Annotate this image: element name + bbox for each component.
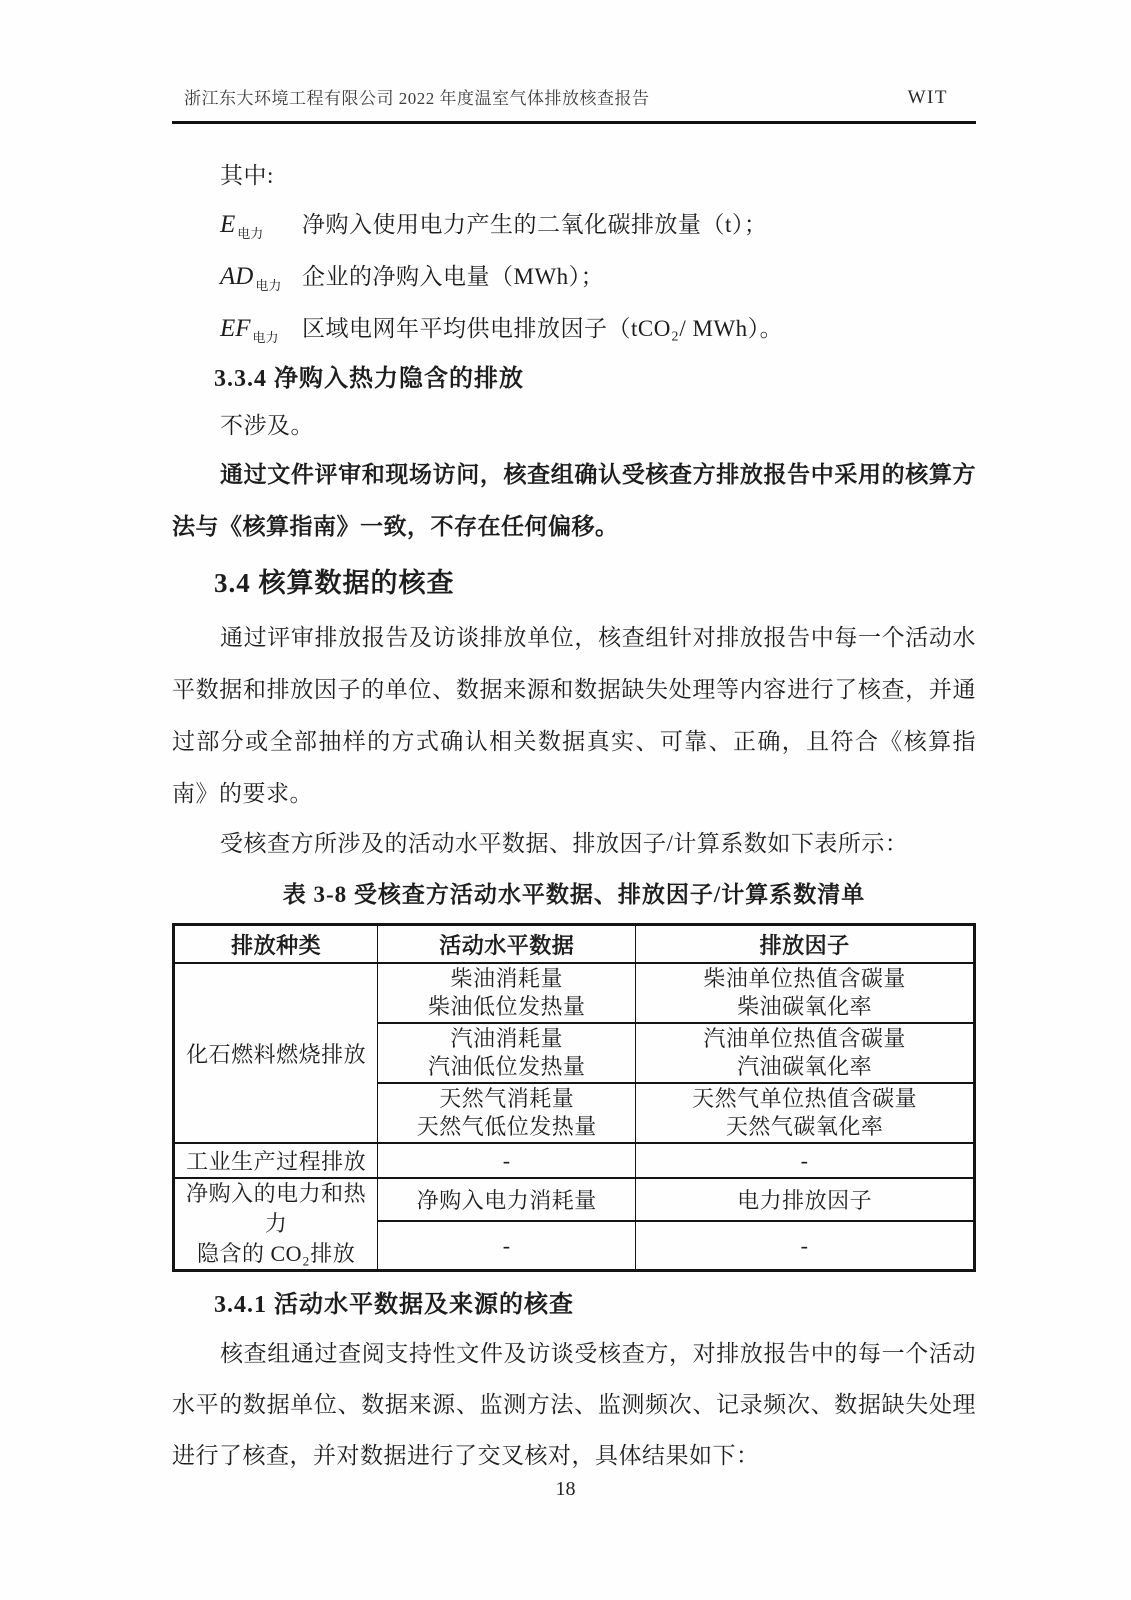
cell-industrial-factor: - [636,1143,975,1178]
table-row-industrial [174,1143,975,1178]
table-head [174,925,975,964]
header-cell-emission-factor: 排放因子 [636,925,975,964]
cell-line: 天然气消耗量 [439,1086,575,1111]
definition-row-ad [172,258,976,294]
symbol-subscript: 电力 [255,278,282,293]
cell-electricity-dash-activity: - [378,1221,636,1270]
header-logo: WIT [907,87,948,108]
cell-line: 柴油单位热值含碳量 [703,966,906,991]
cell-gas-factor [636,1083,975,1143]
cell-line: 净购入的电力和热力 [186,1181,367,1236]
section-heading-3-4: 3.4 核算数据的核查 [214,568,455,598]
symbol-subscript: 电力 [252,330,279,345]
cell-line: 汽油单位热值含碳量 [703,1026,906,1051]
table-header-row [174,925,975,964]
cell-category-industrial: 工业生产过程排放 [174,1143,378,1178]
section-heading-3-4-1: 3.4.1 活动水平数据及来源的核查 [214,1292,574,1318]
definition-description: 区域电网年平均供电排放因子（tCO₂/ MWh）。 [302,316,784,341]
cell-gasoline-activity [378,1023,636,1083]
cell-electricity-activity: 净购入电力消耗量 [378,1178,636,1221]
cell-line: 汽油低位发热量 [427,1054,586,1079]
page-content [172,0,976,1481]
definition-symbol-e [220,211,302,242]
definition-row-e [172,206,976,242]
cell-line: 天然气单位热值含碳量 [692,1086,918,1111]
cell-diesel-factor [636,963,975,1023]
definition-row-ef [172,310,976,346]
cell-line: 柴油消耗量 [450,966,563,991]
header-title: 浙江东大环境工程有限公司 2022 年度温室气体排放核查报告 [184,89,650,108]
table-body [174,963,975,1271]
cell-gas-activity [378,1083,636,1143]
cell-electricity-dash-factor: - [636,1221,975,1270]
cell-category-electricity [174,1178,378,1271]
table-row-diesel [174,963,975,1023]
cell-category-fossil: 化石燃料燃烧排放 [174,963,378,1143]
header-cell-emission-type: 排放种类 [174,925,378,964]
page-header-row [172,84,976,109]
cell-line: 天然气碳氧化率 [725,1114,884,1139]
header-rule [172,121,976,124]
cell-line: 柴油碳氧化率 [737,994,873,1019]
page-number: 18 [555,1478,576,1500]
section-heading-3-3-4: 3.3.4 净购入热力隐含的排放 [214,366,524,392]
symbol-italic: E [220,211,236,238]
table-intro-line: 受核查方所涉及的活动水平数据、排放因子/计算系数如下表所示： [220,831,909,856]
cell-industrial-activity: - [378,1143,636,1178]
page-header [172,0,976,124]
definition-description: 企业的净购入电量（MWh）； [302,264,605,289]
cell-line: 汽油消耗量 [450,1026,563,1051]
cell-line: 天然气低位发热量 [416,1114,597,1139]
cell-line: 隐含的 CO₂排放 [197,1241,356,1266]
not-involved-text: 不涉及。 [220,413,314,438]
symbol-italic: EF [220,315,251,342]
definition-symbol-ef [220,315,302,346]
cell-line: 汽油碳氧化率 [737,1054,873,1079]
definition-description: 净购入使用电力产生的二氧化碳排放量（t）； [302,212,768,237]
conclusion-paragraph: 通过文件评审和现场访问，核查组确认受核查方排放报告中采用的核算方法与《核算指南》一致，不存在任何偏移。 [172,462,976,539]
definitions-intro: 其中: [220,163,274,188]
symbol-subscript: 电力 [237,226,264,241]
section-3-4-paragraph: 通过评审排放报告及访谈排放单位，核查组针对排放报告中每一个活动水平数据和排放因子的单位、数据来源和数据缺失处理等内容进行了核查，并通过部分或全部抽样的方式确认相关数据真实、可靠、正确，且符合《核算指南》的要求。 [172,625,976,806]
cell-electricity-factor: 电力排放因子 [636,1178,975,1221]
definition-symbol-ad [220,263,302,294]
header-cell-activity-data: 活动水平数据 [378,925,636,964]
activity-data-table [172,923,976,1272]
table-row-electricity [174,1178,975,1221]
cell-line: 柴油低位发热量 [427,994,586,1019]
cell-gasoline-factor [636,1023,975,1083]
cell-diesel-activity [378,963,636,1023]
symbol-italic: AD [220,263,254,290]
section-3-4-1-paragraph: 核查组通过查阅支持性文件及访谈受核查方，对排放报告中的每一个活动水平的数据单位、数据来源、监测方法、监测频次、记录频次、数据缺失处理进行了核查，并对数据进行了交叉核对，具体结果如下： [172,1341,976,1468]
table-title: 表 3-8 受核查方活动水平数据、排放因子/计算系数清单 [282,882,866,907]
